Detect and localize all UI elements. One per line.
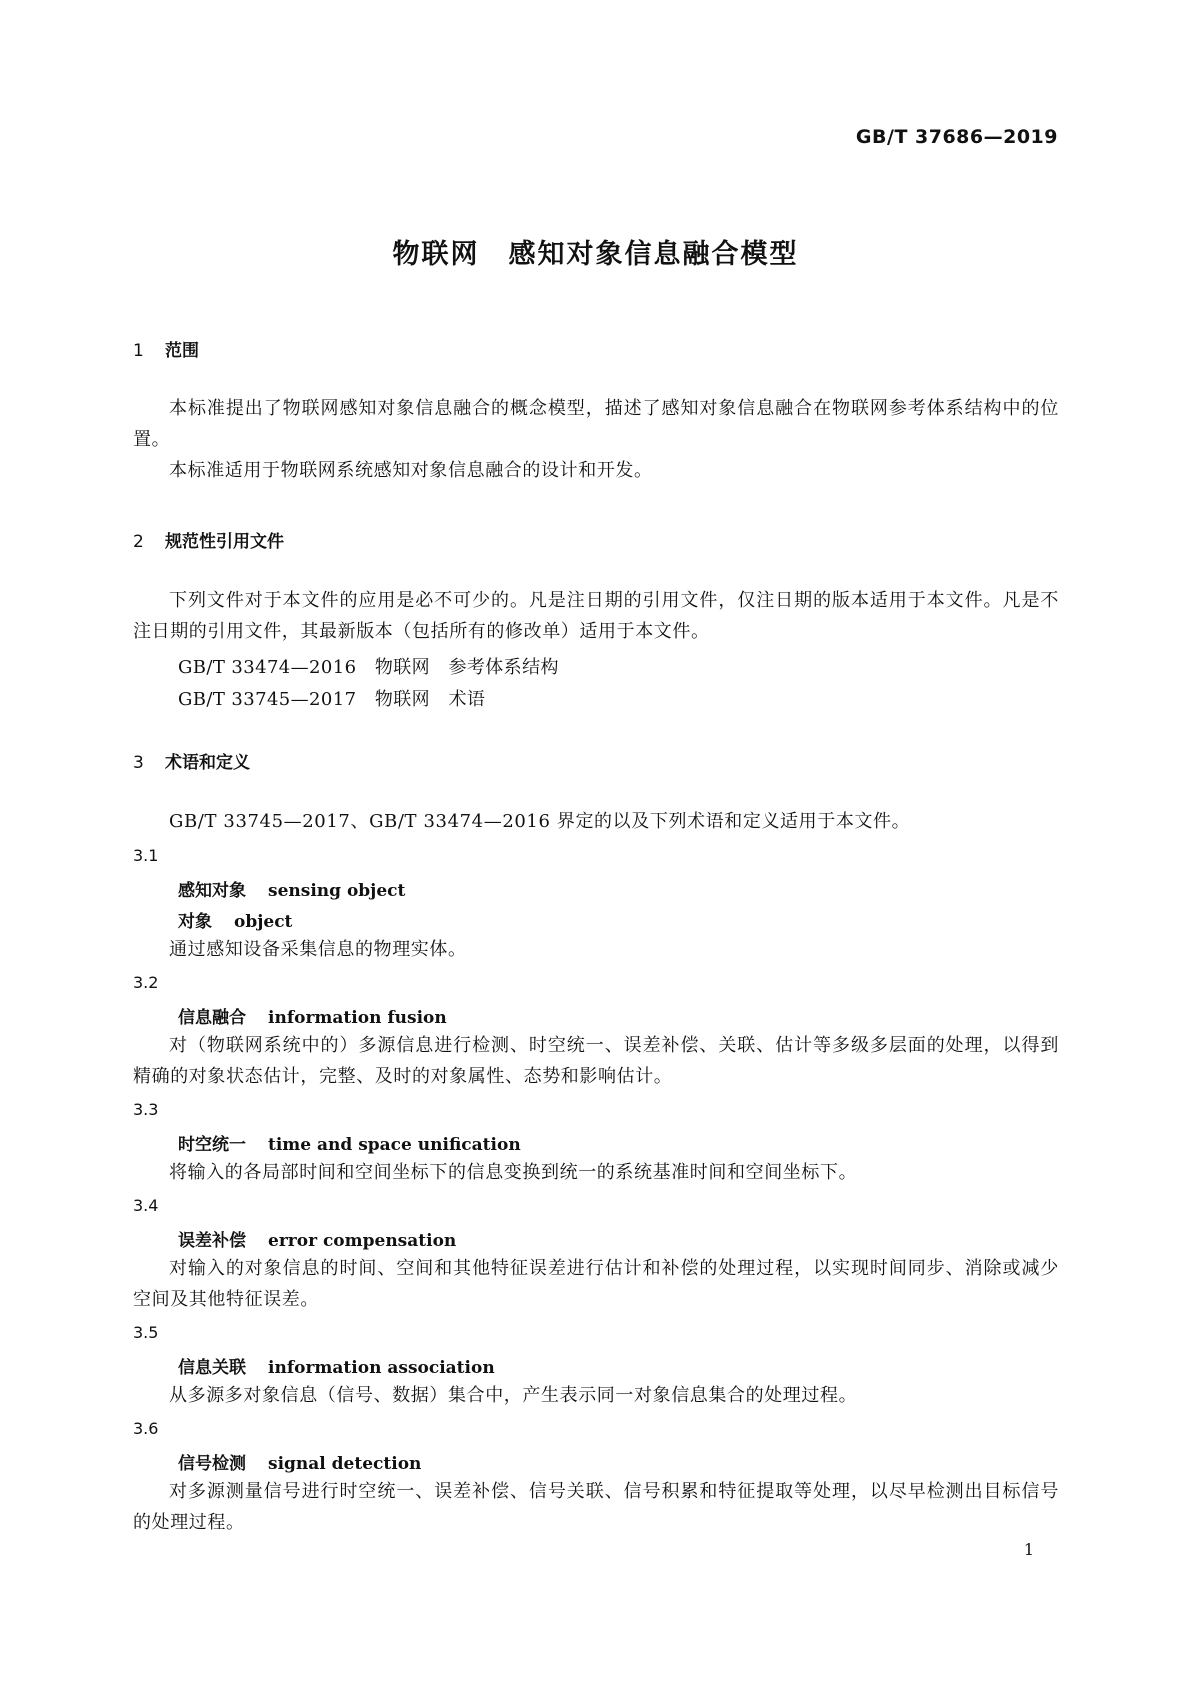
term-heading xyxy=(178,1130,521,1155)
term-zh: 信号检测 xyxy=(178,1454,246,1474)
standard-number: GB/T 37686—2019 xyxy=(855,126,1058,148)
section-number: 1 xyxy=(133,341,144,361)
term-alt-zh: 对象 xyxy=(178,912,212,932)
document-title: 物联网 感知对象信息融合模型 xyxy=(392,239,799,270)
term-en: error compensation xyxy=(268,1231,457,1251)
term-heading xyxy=(178,1226,456,1251)
normative-references-paragraph: 下列文件对于本文件的应用是必不可少的。凡是注日期的引用文件，仅注日期的版本适用于本文件。凡是不注日期的引用文件，其最新版本（包括所有的修改单）适用于本文件。 xyxy=(133,590,1059,642)
term-alt-heading xyxy=(178,907,292,932)
term-en: sensing object xyxy=(268,881,406,901)
section-1-heading xyxy=(133,336,199,361)
page-number: 1 xyxy=(1023,1540,1034,1559)
term-definition: 通过感知设备采集信息的物理实体。 xyxy=(169,939,467,960)
section-3-heading xyxy=(133,748,250,773)
term-en: information fusion xyxy=(268,1008,447,1028)
term-definition: 对多源测量信号进行时空统一、误差补偿、信号关联、信号积累和特征提取等处理，以尽早检测出目标信号的处理过程。 xyxy=(133,1481,1059,1533)
reference-item: GB/T 33474—2016 物联网 参考体系结构 xyxy=(178,657,559,678)
term-number: 3.6 xyxy=(133,1419,159,1438)
term-definition: 对（物联网系统中的）多源信息进行检测、时空统一、误差补偿、关联、估计等多级多层面的处理，以得到精确的对象状态估计，完整、及时的对象属性、态势和影响估计。 xyxy=(133,1035,1059,1087)
section-title: 术语和定义 xyxy=(165,753,250,773)
term-heading xyxy=(178,1003,447,1028)
scope-paragraph-2: 本标准适用于物联网系统感知对象信息融合的设计和开发。 xyxy=(169,460,653,481)
term-en: information association xyxy=(268,1358,495,1378)
term-number: 3.1 xyxy=(133,846,159,865)
term-definition: 从多源多对象信息（信号、数据）集合中，产生表示同一对象信息集合的处理过程。 xyxy=(169,1385,858,1406)
section-2-heading xyxy=(133,527,284,552)
term-zh: 信息关联 xyxy=(178,1358,246,1378)
term-en: time and space unification xyxy=(268,1135,521,1155)
reference-item: GB/T 33745—2017 物联网 术语 xyxy=(178,689,486,710)
term-zh: 误差补偿 xyxy=(178,1231,246,1251)
term-definition: 将输入的各局部时间和空间坐标下的信息变换到统一的系统基准时间和空间坐标下。 xyxy=(169,1162,858,1183)
scope-paragraph-1: 本标准提出了物联网感知对象信息融合的概念模型，描述了感知对象信息融合在物联网参考体系结构中的位置。 xyxy=(133,398,1059,450)
term-definition: 对输入的对象信息的时间、空间和其他特征误差进行估计和补偿的处理过程，以实现时间同步、消除或减少空间及其他特征误差。 xyxy=(133,1258,1059,1310)
section-title: 规范性引用文件 xyxy=(165,532,284,552)
section-number: 2 xyxy=(133,532,144,552)
term-heading xyxy=(178,1449,421,1474)
term-en: signal detection xyxy=(268,1454,422,1474)
term-number: 3.5 xyxy=(133,1323,159,1342)
term-alt-en: object xyxy=(234,912,293,932)
term-heading xyxy=(178,1353,495,1378)
term-number: 3.3 xyxy=(133,1100,159,1119)
terms-intro-paragraph: GB/T 33745—2017、GB/T 33474—2016 界定的以及下列术语和定义适用于本文件。 xyxy=(169,811,911,832)
term-zh: 感知对象 xyxy=(178,881,246,901)
term-number: 3.2 xyxy=(133,973,159,992)
section-number: 3 xyxy=(133,753,144,773)
section-title: 范围 xyxy=(165,341,199,361)
term-number: 3.4 xyxy=(133,1196,159,1215)
term-heading xyxy=(178,876,405,901)
term-zh: 信息融合 xyxy=(178,1008,246,1028)
term-zh: 时空统一 xyxy=(178,1135,246,1155)
